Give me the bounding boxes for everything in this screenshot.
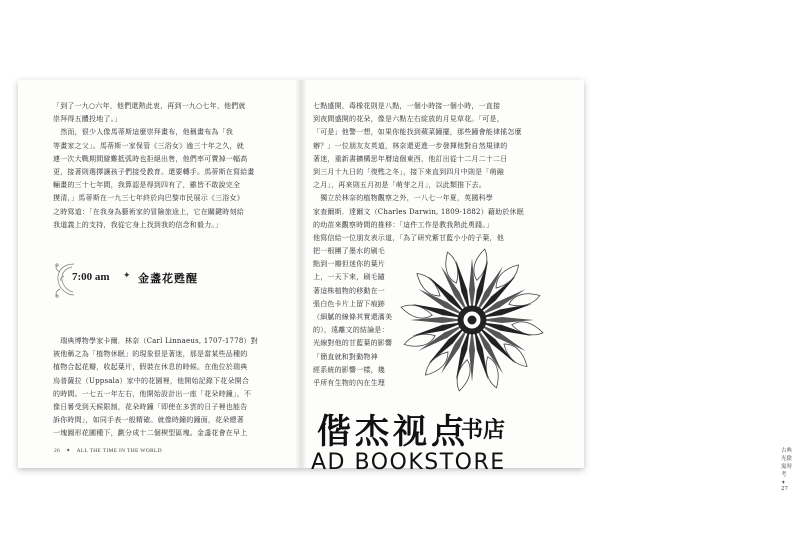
text-line: 等畫家之父」。馬蒂斯一家保管《三浴女》逾三十年之久，就 bbox=[53, 141, 244, 150]
text-line: 點到一瓣但迷你的葉片 bbox=[313, 260, 385, 269]
text-line: 然而，很少人像馬蒂斯這麼崇拜畫布，他稱畫布為「我 bbox=[53, 128, 233, 137]
paragraph-top bbox=[53, 100, 255, 232]
text-line: 「簡直就和對動物神 bbox=[313, 352, 378, 361]
text-line: 更，接著則選擇讓孩子們接受教育。還要轉手。馬蒂斯在寫給畫 bbox=[53, 167, 255, 176]
text-line: 摸清，」馬蒂斯在一九三七年終於向巴黎市民展示《三浴女》 bbox=[53, 194, 244, 203]
text-line: 經系統的影響一樣，幾 bbox=[313, 365, 385, 374]
text-line: 的幼苗來觀察時間的推移：「這件工作是教我熱此勇踐。」 bbox=[313, 220, 494, 229]
outer-leaf bbox=[473, 248, 489, 281]
text-line: 著這株植物的移動在一 bbox=[313, 286, 385, 295]
text-line: （細膩的線條其實還滿美 bbox=[313, 313, 393, 321]
text-line: 瑞典博物學家卡爾．林奈（Carl Linnaeus, 1707-1778）對 bbox=[53, 337, 258, 345]
heading-time: 7:00 am bbox=[72, 271, 110, 283]
text-line: 他寫信給一位朋友表示道，「為了研究紫甘藍小小的子葉，他 bbox=[313, 233, 504, 242]
text-line: 把一根團了墨水的刷毛 bbox=[313, 247, 385, 256]
text-line: 著迷，重新書擴構思年曆這個東西，他訂出從十二月二十二日 bbox=[313, 154, 508, 163]
text-line: 到三月十九日的「復甦之冬」，接下來直到四月中則是「萌融 bbox=[313, 167, 504, 176]
text-line: 之時寫道：「在我身為藝術家的冒險旅途上，它在關鍵時刻給 bbox=[53, 207, 244, 216]
text-line: 植物合起花瓣，收起葉片，假裝在休息的時候。在他位於瑞典 bbox=[53, 363, 248, 372]
text-line: 乎所有生物的內在生理 bbox=[313, 378, 385, 387]
flower-center bbox=[468, 316, 476, 324]
text-line: 我道義上的支持，我從它身上找到我的信念和毅力。」 bbox=[53, 220, 223, 229]
text-line: 崇拜得五體投地了。」 bbox=[53, 115, 122, 124]
text-line: 張白色卡片上留下痕跡 bbox=[313, 299, 385, 308]
folio-left: 26 ✦ ALL THE TIME IN THE WORLD bbox=[54, 448, 162, 454]
star-icon: ✦ bbox=[123, 271, 131, 281]
text-line: 到夜間盛開的花朵，像是六點左右綻放的月見草花。「可是， bbox=[313, 115, 504, 124]
text-line: 被他稱之為「植物休眠」的現象很是著迷，那是當某些品種的 bbox=[53, 350, 248, 359]
text-line: 獨立於林奈的植物觀察之外，一八七一年夏，英國科學 bbox=[313, 194, 493, 203]
folio-right: 古典光陰寓時考 ✦ 27 bbox=[781, 448, 792, 492]
watermark-english: AD BOOKSTORE bbox=[311, 450, 506, 475]
outer-leaf bbox=[511, 321, 544, 337]
text-line: 「到了一九○六年，他們還熱此衷，再到一九○七年，他們就 bbox=[53, 102, 246, 110]
text-line: 辦？」一位朋友友英道，林奈還更進一步發揮他對自然規律的 bbox=[313, 141, 508, 150]
text-line: 光線對他的甘藍葉的影響 bbox=[313, 339, 393, 348]
text-line: 輛畫的三十七年間，我算認是得到四有了，雖皆不敢說完全 bbox=[53, 181, 241, 190]
watermark-main: 偕杰视点 bbox=[317, 412, 469, 452]
text-line: 之月」，再來則五月初是「萌芽之月」，以此類推下去。 bbox=[313, 181, 486, 190]
text-line: 七點盛開，毒橡花則是八點，一個小時接一個小時，一直接 bbox=[313, 102, 501, 110]
text-line: 訴你時間」，如同手表一般精確。就像時鐘的鐘面，花朵總著 bbox=[53, 416, 244, 425]
outer-leaf bbox=[456, 359, 472, 392]
text-line: 「可是」他警一想，如果你能找到蘋菜鐘擺，那些鐘會能律搖怎麼 bbox=[313, 128, 522, 137]
left-page bbox=[18, 80, 301, 468]
text-line: 連一次大戰期間避難抵弧時也拒絕出售，他們率可賣掉一幅高 bbox=[53, 154, 248, 163]
mandala-flower-illustration bbox=[392, 240, 552, 400]
text-line: 烏普薩拉（Uppsala）家中的花園裡，他開始記錄下花朵開合 bbox=[53, 376, 250, 385]
text-line: 家查爾斯．達爾文（Charles Darwin, 1809-1882）藉助於休眠 bbox=[313, 207, 524, 216]
section-heading bbox=[54, 265, 274, 295]
text-line: 像日晷受到天候限制，花朵時鐘「即使在多雲的日子裡也能告 bbox=[53, 402, 248, 411]
text-line: 一塊圓形花圃種下，劃分成十二個楔型區塊。金盞花會在早上 bbox=[53, 429, 248, 438]
heading-title: 金盞花甦醒 bbox=[138, 272, 198, 285]
text-line: 的），遠離文的結論是： bbox=[313, 326, 389, 335]
text-line: 的時間。一七五一年左右，他開始設計出一座「花朵時鐘」，不 bbox=[53, 389, 252, 398]
watermark-sub: 书店 bbox=[461, 417, 506, 443]
outer-leaf bbox=[400, 304, 433, 320]
store-watermark bbox=[303, 404, 563, 484]
paragraph-bottom bbox=[53, 335, 258, 441]
text-line: 上，一天下來，刷毛隨 bbox=[313, 273, 385, 282]
